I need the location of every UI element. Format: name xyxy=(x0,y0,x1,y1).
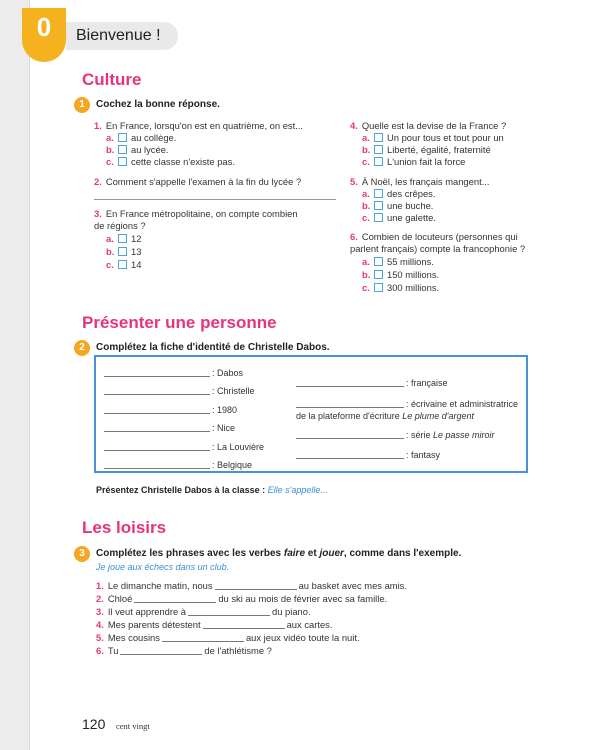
option-1c[interactable]: c. cette classe n'existe pas. xyxy=(106,156,235,167)
id-field-genre[interactable]: : fantasy xyxy=(296,450,440,460)
option-6c[interactable]: c. 300 millions. xyxy=(362,282,440,293)
option-4b[interactable]: b. Liberté, égalité, fraternité xyxy=(362,144,491,155)
id-field-profession[interactable]: : écrivaine et administratrice xyxy=(296,399,518,409)
sentence-1[interactable]: 1. Le dimanche matin, nous au basket avec mes amis. xyxy=(96,580,407,591)
option-6a[interactable]: a. 55 millions. xyxy=(362,256,434,267)
checkbox[interactable] xyxy=(374,157,383,166)
question-6: 6. Combien de locuteurs (personnes qui xyxy=(350,231,518,242)
option-5a[interactable]: a. des crêpes. xyxy=(362,188,436,199)
checkbox[interactable] xyxy=(374,257,383,266)
checkbox[interactable] xyxy=(374,213,383,222)
id-field-pays[interactable]: : Belgique xyxy=(104,460,252,470)
example-sentence: Je joue aux échecs dans un club. xyxy=(96,562,230,572)
section-title-culture: Culture xyxy=(82,70,142,89)
section-title-loisirs: Les loisirs xyxy=(82,518,167,537)
option-4c[interactable]: c. L'union fait la force xyxy=(362,156,466,167)
option-3a[interactable]: a. 12 xyxy=(106,233,142,244)
option-1b[interactable]: b. au lycée. xyxy=(106,144,169,155)
option-6b[interactable]: b. 150 millions. xyxy=(362,269,440,280)
question-6-cont: parlent français) compte la francophonie ? xyxy=(350,243,526,254)
checkbox[interactable] xyxy=(118,247,127,256)
question-2: 2. Comment s'appelle l'examen à la fin du lycée ? xyxy=(94,176,302,187)
checkbox[interactable] xyxy=(118,234,127,243)
option-4a[interactable]: a. Un pour tous et tout pour un xyxy=(362,132,504,143)
checkbox[interactable] xyxy=(118,145,127,154)
sentence-5[interactable]: 5. Mes cousins aux jeux vidéo toute la nuit. xyxy=(96,632,360,643)
sentence-2[interactable]: 2. Chloé du ski au mois de février avec sa famille. xyxy=(96,593,388,604)
exercise-badge-2: 2 xyxy=(74,340,90,356)
checkbox[interactable] xyxy=(118,133,127,142)
option-1a[interactable]: a. au collège. xyxy=(106,132,177,143)
page-number: 120 xyxy=(82,716,106,732)
sentence-3[interactable]: 3. Il veut apprendre à du piano. xyxy=(96,606,311,617)
checkbox[interactable] xyxy=(374,270,383,279)
question-3-cont: de régions ? xyxy=(94,220,146,231)
identity-card xyxy=(94,355,528,473)
checkbox[interactable] xyxy=(374,145,383,154)
checkbox[interactable] xyxy=(374,201,383,210)
page-title: Bienvenue ! xyxy=(76,27,161,44)
exercise-instruction-1: Cochez la bonne réponse. xyxy=(96,99,220,110)
option-5c[interactable]: c. une galette. xyxy=(362,212,436,223)
checkbox[interactable] xyxy=(374,133,383,142)
id-field-prenom[interactable]: : Christelle xyxy=(104,386,255,396)
sentence-6[interactable]: 6. Tu de l'athlétisme ? xyxy=(96,645,272,656)
unit-number: 0 xyxy=(36,12,52,42)
question-3: 3. En France métropolitaine, on compte combien xyxy=(94,208,298,219)
section-title-presenter: Présenter une personne xyxy=(82,313,277,332)
id-field-nom[interactable]: : Dabos xyxy=(104,368,243,378)
id-field-annee[interactable]: : 1980 xyxy=(104,405,237,415)
option-5b[interactable]: b. une buche. xyxy=(362,200,434,211)
question-5: 5. À Noël, les français mangent... xyxy=(350,176,490,187)
exercise-badge-1: 1 xyxy=(74,97,90,113)
sentence-4[interactable]: 4. Mes parents détestent aux cartes. xyxy=(96,619,333,630)
present-prompt: Présentez Christelle Dabos à la classe : Elle s'appelle... xyxy=(96,485,328,495)
checkbox[interactable] xyxy=(374,283,383,292)
page-number-words: cent vingt xyxy=(116,721,150,731)
question-1: 1. En France, lorsqu'on est en quatrième, on est... xyxy=(94,120,304,131)
answer-line-2[interactable] xyxy=(94,199,336,200)
checkbox[interactable] xyxy=(118,157,127,166)
id-field-residence[interactable]: : La Louvière xyxy=(104,442,264,452)
option-3b[interactable]: b. 13 xyxy=(106,246,142,257)
question-4: 4. Quelle est la devise de la France ? xyxy=(350,120,507,131)
exercise-instruction-3: Complétez les phrases avec les verbes faire et jouer, comme dans l'exemple. xyxy=(96,548,462,559)
id-field-nationalite[interactable]: : française xyxy=(296,378,448,388)
exercise-badge-3: 3 xyxy=(74,546,90,562)
id-field-ville[interactable]: : Nice xyxy=(104,423,235,433)
option-3c[interactable]: c. 14 xyxy=(106,259,142,270)
page-margin-band xyxy=(0,0,30,750)
id-field-profession-cont: de la plateforme d'écriture Le plume d'argent xyxy=(296,411,475,421)
checkbox[interactable] xyxy=(118,260,127,269)
checkbox[interactable] xyxy=(374,189,383,198)
id-field-oeuvre[interactable]: : série Le passe miroir xyxy=(296,430,495,440)
exercise-instruction-2: Complétez la fiche d'identité de Christelle Dabos. xyxy=(96,342,330,353)
